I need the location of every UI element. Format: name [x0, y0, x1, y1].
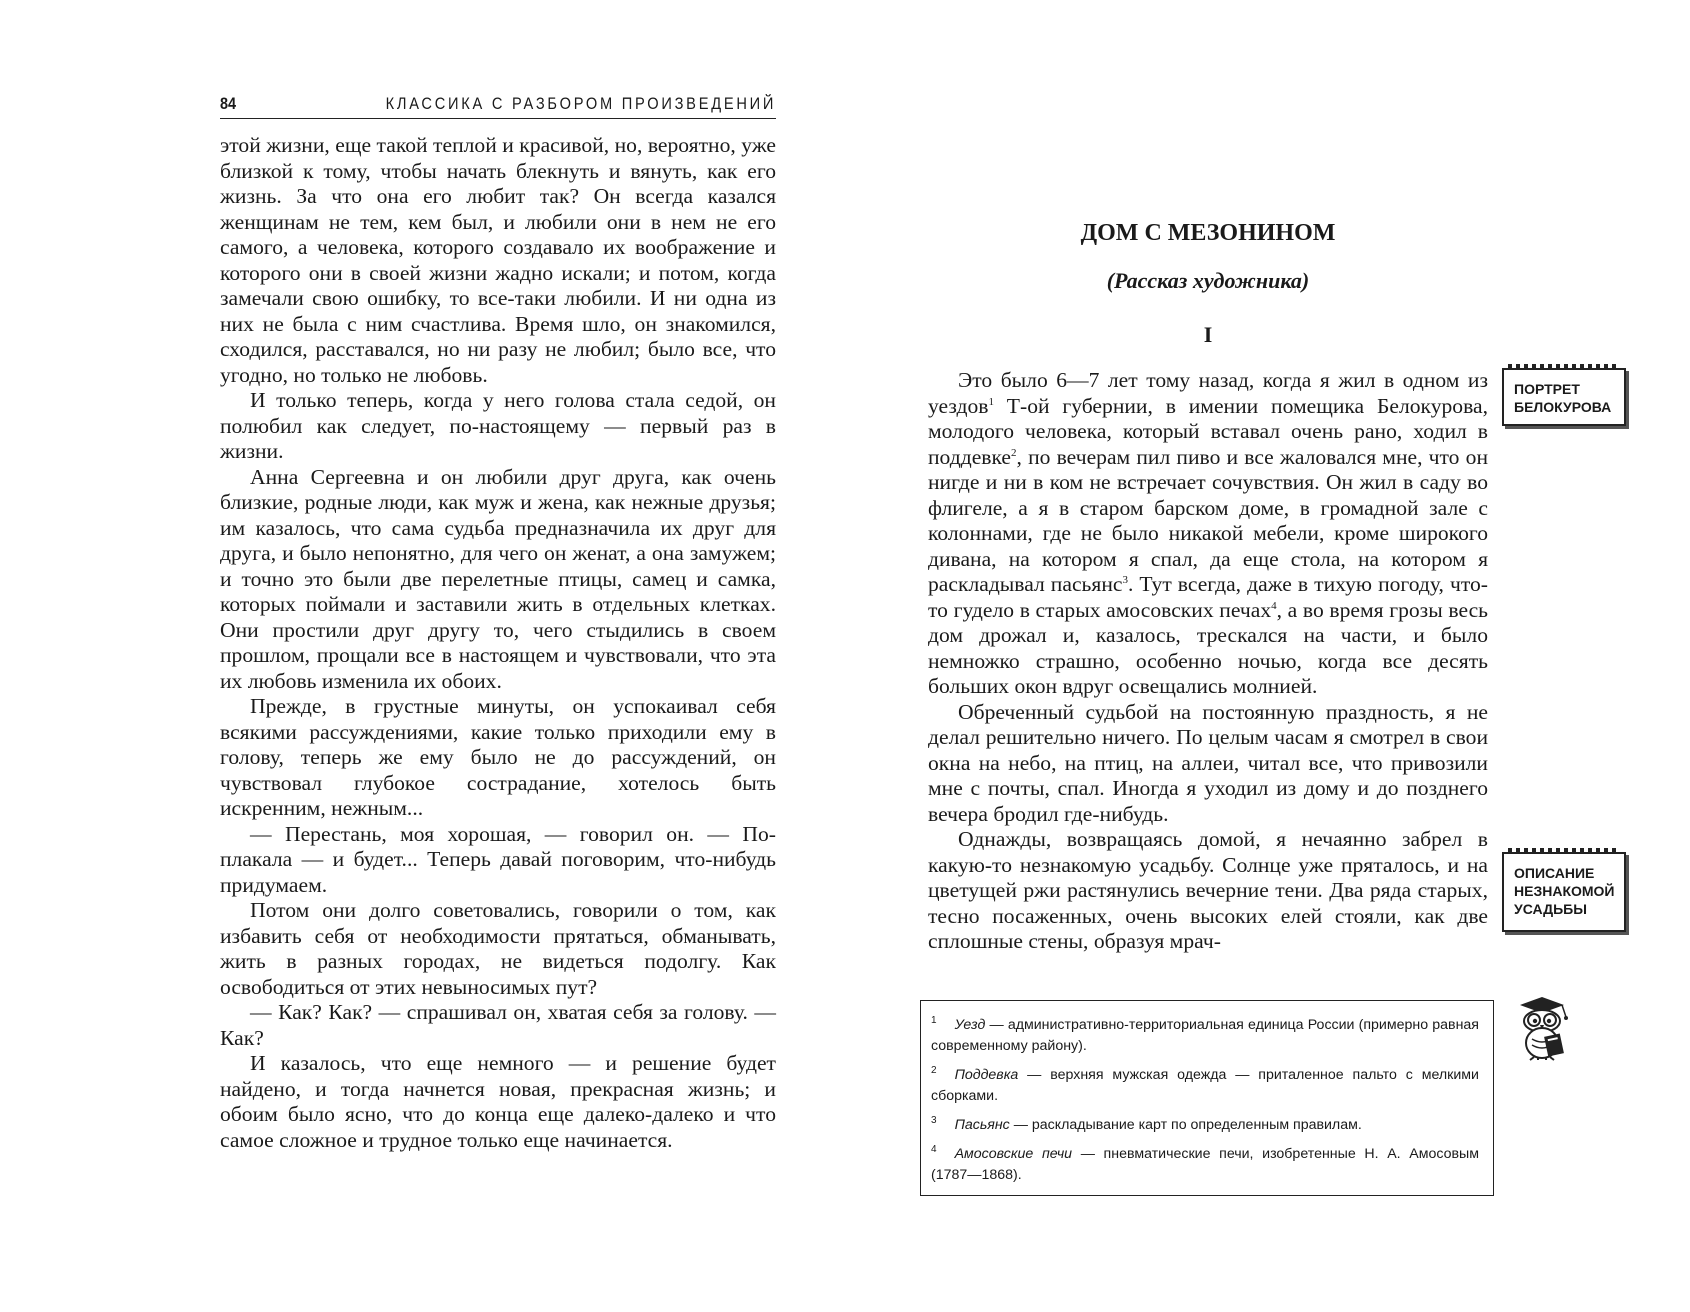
paragraph: И казалось, что еще немного — и решение будет найдено, и тогда начнется новая, прекрасная жизнь; и обоим было ясно, что до конца еще далеко-далеко и что самое сложное и трудное только еще начинается. — [220, 1051, 776, 1152]
owl-scholar-icon — [1508, 995, 1578, 1061]
footnote: $^3$ Пасьянс — раскладывание карт по определенным правилам. — [931, 1115, 1362, 1133]
paragraph: этой жизни, еще такой теплой и красивой, но, вероятно, уже близкой к тому, чтобы начать блекнуть и вянуть, как его жизнь. За что она его любит так? Он всегда казался женщинам не тем, кем был, и любили они в нем не его самого, а человека, которого создавало их воображение и которого они в своей жизни жадно искали; и потом, когда замечали свою ошибку, то все-таки любили. И ни одна из них не была с ним счастлива. Время шло, он знакомился, сходился, расставался, но ни разу не любил; было все, что угодно, но только не любовь. — [220, 133, 776, 387]
footnote: $^2$ Поддевка — верхняя мужская одежда — приталенное пальто с мелкими сборками. — [931, 1065, 1479, 1104]
footnote-ref[interactable]: 1 — [988, 395, 994, 408]
right-body-text — [928, 368, 1488, 955]
story-title: ДОМ С МЕЗОНИНОМ — [1080, 220, 1336, 246]
paragraph: Анна Сергеевна и он любили друг друга, как очень близкие, родные люди, как муж и жена, как нежные друзья; им казалось, что сама судьба предназначила их друг для друга, и было непонятно, для чего он женат, а она замужем; и точно это были две перелетные птицы, самец и самка, которых поймали и заставили жить в отдельных клетках. Они простили друг другу то, чего стыдились в своем прошлом, прощали все в настоящем и чувствовали, что эта их любовь изменила их обоих. — [220, 464, 776, 693]
page-number: 84 — [220, 94, 237, 113]
margin-note-line: НЕЗНАКОМОЙ — [1514, 883, 1615, 899]
margin-note-tabs — [1508, 364, 1620, 370]
margin-note-portrait — [1502, 368, 1626, 426]
margin-note-estate — [1502, 852, 1626, 932]
running-title: КЛАССИКА С РАЗБОРОМ ПРОИЗВЕДЕНИЙ — [385, 94, 776, 113]
margin-note-line: ПОРТРЕТ — [1514, 381, 1580, 397]
footnote-ref[interactable]: 2 — [1011, 446, 1017, 459]
margin-note-line: БЕЛОКУРОВА — [1514, 399, 1612, 415]
paragraph: И только теперь, когда у него голова стала седой, он полюбил как следует, по-настоящему — первый раз в жизни. — [220, 388, 776, 463]
chapter-number: I — [1203, 322, 1213, 347]
paragraph: — Как? Как? — спрашивал он, хватая себя за голову. — Как? — [220, 1000, 776, 1050]
paragraph: Обреченный судьбой на постоянную праздность, я не делал решительно ничего. По целым часам я смотрел в свои окна на небо, на птиц, на аллеи, читал все, что привозили мне с почты, спал. Иногда я уходил из дому и до позднего вечера бродил где-нибудь. — [928, 699, 1488, 826]
paragraph: Прежде, в грустные минуты, он успокаивал себя всякими рассуждениями, какие только приходили ему в голову, теперь же ему было не до рассуждений, он чувствовал глубокое сострадание, хотелось быть искренним, нежным... — [220, 694, 776, 820]
margin-note-line: ОПИСАНИЕ — [1514, 865, 1595, 881]
paragraph: — Перестань, моя хорошая, — говорил он. — Поплакала — и будет... Теперь давай поговорим, что-нибудь придумаем. — [220, 821, 776, 897]
footnotes-box — [920, 1000, 1494, 1196]
margin-note-line: УСАДЬБЫ — [1514, 901, 1587, 917]
footnote-ref[interactable]: 4 — [1271, 599, 1277, 612]
story-subtitle: (Рассказ художника) — [1106, 268, 1310, 293]
left-body-text — [220, 133, 776, 1153]
footnote: $^4$ Амосовские печи — пневматические печи, изобретенные Н. А. Амосовым (1787—1868). — [931, 1144, 1479, 1183]
paragraph: Это было 6—7 лет тому назад, когда я жил в одном из уездов$^1$ Т-ой губернии, в имении помещика Белокурова, молодого человека, который вставал очень рано, ходил в поддевке$^2$, по вечерам пил пиво и все жаловался мне, что он нигде и ни в ком не встречает сочувствия. Он жил в саду во флигеле, а я в старом барском доме, в громадной зале с колоннами, где не было никакой мебели, кроме широкого дивана, на котором я спал, да еще стола, на котором я раскладывал пасьянс$^3$. Тут всегда, даже в тихую погоду, что-то гудело в старых амосовских печах$^4$, а во время грозы весь дом дрожал и, казалось, трескался на части, и было немножко страшно, особенно ночью, когда все десять больших окон вдруг освещались молнией. — [928, 368, 1488, 698]
paragraph: Потом они долго советовались, говорили о том, как избавить себя от необходимости прятаться, обманывать, жить в разных городах, не видеться подолгу. Как освободиться от этих невыносимых пут? — [220, 898, 776, 999]
footnote-ref[interactable]: 3 — [1122, 573, 1128, 586]
footnote: $^1$ Уезд — административно-территориальная единица России (примерно равная современному району). — [931, 1015, 1479, 1054]
paragraph: Однажды, возвращаясь домой, я нечаянно забрел в какую-то незнакомую усадьбу. Солнце уже пряталось, и на цветущей ржи растянулись вечерние тени. Два ряда старых, тесно посаженных, очень высоких елей стояли, как две сплошные стены, образуя мрач- — [928, 827, 1488, 953]
running-head — [220, 92, 776, 119]
margin-note-tabs — [1508, 848, 1620, 854]
